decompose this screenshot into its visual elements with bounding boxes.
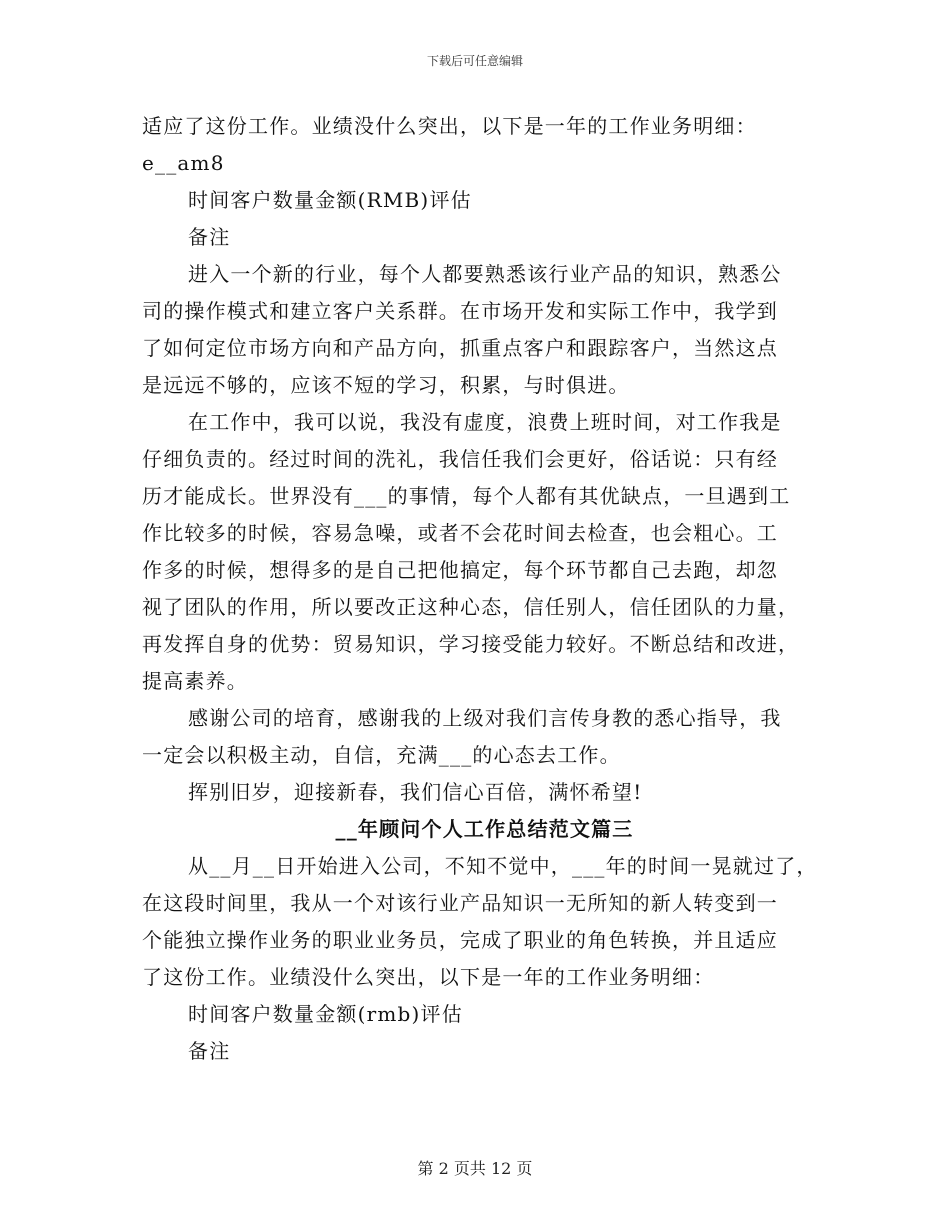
page-header: 下载后可任意编辑 <box>426 54 523 68</box>
paragraph-line: 时间客户数量金额(RMB)评估 <box>188 188 472 212</box>
paragraph-line: 感谢公司的培育，感谢我的上级对我们言传身教的悉心指导，我 <box>188 706 782 730</box>
paragraph-line: 备注 <box>188 1039 231 1063</box>
paragraph-line: e__am8 <box>142 151 225 175</box>
paragraph-line: 从__月__日开始进入公司，不知不觉中，___年的时间一晃就过了， <box>188 854 818 878</box>
paragraph-line: 作多的时候，想得多的是自己把他搞定，每个环节都自己去跑，却忽 <box>142 558 778 582</box>
paragraph-line: 进入一个新的行业，每个人都要熟悉该行业产品的知识，熟悉公 <box>188 262 782 286</box>
paragraph-line: 一定会以积极主动，自信，充满___的心态去工作。 <box>142 743 621 767</box>
paragraph-line: 挥别旧岁，迎接新春，我们信心百倍，满怀希望! <box>188 780 643 804</box>
paragraph-line: 备注 <box>188 225 231 249</box>
paragraph-line: 历才能成长。世界没有___的事情，每个人都有其优缺点，一旦遇到工 <box>142 484 791 508</box>
paragraph-line: 作比较多的时候，容易急噪，或者不会花时间去检查，也会粗心。工 <box>142 521 778 545</box>
paragraph-line: 是远远不够的，应该不短的学习，积累，与时俱进。 <box>142 373 630 397</box>
section-title: __年顾问个人工作总结范文篇三 <box>335 817 634 841</box>
paragraph-line: 适应了这份工作。业绩没什么突出，以下是一年的工作业务明细： <box>142 114 757 138</box>
paragraph-line: 个能独立操作业务的职业业务员，完成了职业的角色转换，并且适应 <box>142 928 778 952</box>
paragraph-line: 视了团队的作用，所以要改正这种心态，信任别人，信任团队的力量， <box>142 595 800 619</box>
paragraph-line: 司的操作模式和建立客户关系群。在市场开发和实际工作中，我学到 <box>142 299 778 323</box>
paragraph-line: 时间客户数量金额(rmb)评估 <box>188 1002 463 1026</box>
paragraph-line: 在这段时间里，我从一个对该行业产品知识一无所知的新人转变到一 <box>142 891 778 915</box>
paragraph-line: 在工作中，我可以说，我没有虚度，浪费上班时间，对工作我是 <box>188 410 782 434</box>
paragraph-line: 仔细负责的。经过时间的洗礼，我信任我们会更好，俗话说：只有经 <box>142 447 778 471</box>
page-footer: 第 2 页共 12 页 <box>417 1159 533 1178</box>
paragraph-line: 了这份工作。业绩没什么突出，以下是一年的工作业务明细： <box>142 965 715 989</box>
paragraph-line: 提高素养。 <box>142 669 248 693</box>
paragraph-line: 再发挥自身的优势：贸易知识，学习接受能力较好。不断总结和改进， <box>142 632 800 656</box>
paragraph-line: 了如何定位市场方向和产品方向，抓重点客户和跟踪客户，当然这点 <box>142 336 778 360</box>
document-body <box>142 108 827 1070</box>
